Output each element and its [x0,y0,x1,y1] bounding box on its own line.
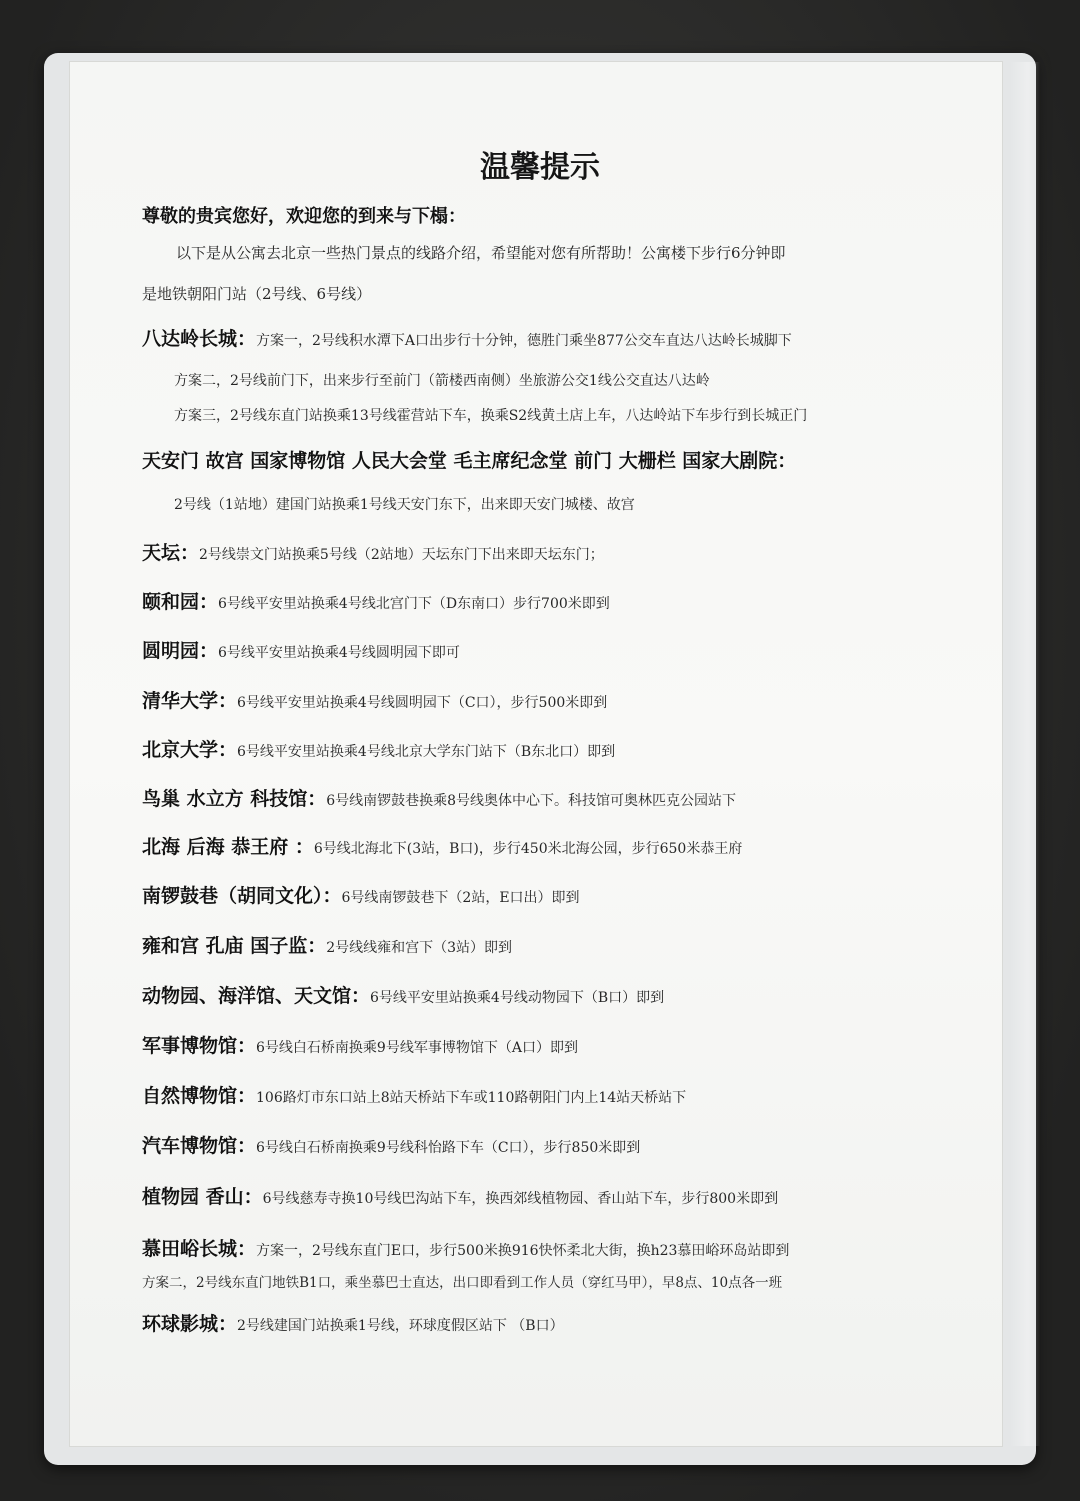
entry-auto-museum [142,1131,640,1158]
entry-botanical-garden [142,1182,778,1209]
entry-heading: 清华大学： [142,690,238,712]
entry-text: 6号线平安里站换乘4号线动物园下（B口）即到 [370,990,665,1006]
entry-yuanmingyuan [142,636,460,663]
entry-text: 6号线北海北下(3站，B口)，步行450米北海公园，步行650米恭王府 [313,841,743,857]
entry-heading: 动物园、海洋馆、天文馆： [142,985,371,1007]
entry-text: 2号线建国门站换乘1号线，环球度假区站下 （B口） [237,1318,564,1334]
entry-text: 2号线线雍和宫下（3站）即到 [326,940,513,956]
entry-heading: 环球影城： [142,1313,238,1335]
entry-heading: 雍和宫 孔庙 国子监： [142,935,327,957]
entry-text: 方案一，2号线东直门E口，步行500米换916快怀柔北大街，换h23慕田峪环岛站即到 [256,1243,790,1259]
intro-line-2: 是地铁朝阳门站（2号线、6号线） [142,285,372,303]
entry-text: 方案二，2号线东直门地铁B1口，乘坐慕巴士直达，出口即看到工作人员（穿红马甲），早8点、10点各一班 [142,1275,783,1291]
entry-text: 106路灯市东口站上8站天桥站下车或110路朝阳门内上14站天桥站下 [256,1090,687,1106]
entry-pku [142,735,615,762]
entry-tiananmen-heading [142,446,796,473]
entry-zoo [142,981,664,1008]
entry-text: 2号线（1站地）建国门站换乘1号线天安门东下，出来即天安门城楼、故宫 [174,497,635,513]
entry-military-museum [142,1031,578,1058]
entry-heading: 南锣鼓巷（胡同文化）： [142,885,342,907]
entry-text: 6号线慈寿寺换10号线巴沟站下车，换西郊线植物园、香山站下车，步行800米即到 [262,1191,779,1207]
entry-heading: 圆明园： [142,640,219,662]
entry-heading: 军事博物馆： [142,1035,257,1057]
entry-text: 方案三，2号线东直门站换乘13号线霍营站下车，换乘S2线黄土店上车，八达岭站下车步行到长城正门 [174,408,808,424]
entry-badaling-plan2 [174,370,710,390]
entry-birdsnest [142,784,736,811]
entry-beihai [142,832,742,859]
entry-tiananmen-route [174,494,635,514]
entry-heading: 植物园 香山： [142,1186,263,1208]
entry-text: 6号线白石桥南换乘9号线科怡路下车（C口），步行850米即到 [256,1140,641,1156]
entry-badaling [142,324,792,351]
entry-heading: 北京大学： [142,739,238,761]
page-title: 温馨提示 [480,150,600,185]
entry-yiheyuan [142,587,610,614]
entry-text: 方案二，2号线前门下，出来步行至前门（箭楼西南侧）坐旅游公交1线公交直达八达岭 [174,373,710,389]
entry-mutianyu [142,1234,789,1261]
entry-text: 6号线平安里站换乘4号线圆明园下（C口），步行500米即到 [237,695,608,711]
entry-nanluoguxiang [142,881,580,908]
entry-heading: 天坛： [142,542,200,564]
entry-text: 6号线南锣鼓巷下（2站，E口出）即到 [341,890,580,906]
entry-text: 6号线白石桥南换乘9号线军事博物馆下（A口）即到 [256,1040,578,1056]
entry-heading: 颐和园： [142,591,219,613]
entry-text: 方案一，2号线积水潭下A口出步行十分钟，德胜门乘坐877公交车直达八达岭长城脚下 [256,333,792,349]
entry-text: 6号线南锣鼓巷换乘8号线奥体中心下。科技馆可奥林匹克公园站下 [326,793,737,809]
entry-universal [142,1309,564,1336]
sleeve-gloss [1010,62,1040,1446]
entry-natural-museum [142,1081,686,1108]
entry-text: 2号线崇文门站换乘5号线（2站地）天坛东门下出来即天坛东门； [199,547,604,563]
entry-heading: 汽车博物馆： [142,1135,257,1157]
entry-text: 6号线平安里站换乘4号线北宫门下（D东南口）步行700米即到 [218,596,610,612]
entry-heading: 自然博物馆： [142,1085,257,1107]
entry-heading: 天安门 故宫 国家博物馆 人民大会堂 毛主席纪念堂 前门 大栅栏 国家大剧院： [142,450,797,472]
entry-heading: 鸟巢 水立方 科技馆： [142,788,327,810]
entry-tiantan [142,538,604,565]
entry-heading: 北海 后海 恭王府 ： [142,836,314,858]
intro-line-1: 以下是从公寓去北京一些热门景点的线路介绍，希望能对您有所帮助！公寓楼下步行6分钟即 [176,244,786,262]
entry-yonghegong [142,931,512,958]
entry-mutianyu-plan2 [142,1271,782,1291]
entry-text: 6号线平安里站换乘4号线北京大学东门站下（B东北口）即到 [237,744,616,760]
entry-tsinghua [142,686,607,713]
entry-heading: 慕田峪长城： [142,1238,257,1260]
greeting: 尊敬的贵宾您好，欢迎您的到来与下榻： [142,206,466,227]
entry-text: 6号线平安里站换乘4号线圆明园下即可 [218,645,460,661]
entry-badaling-plan3 [174,405,807,425]
entry-heading: 八达岭长城： [142,328,257,350]
